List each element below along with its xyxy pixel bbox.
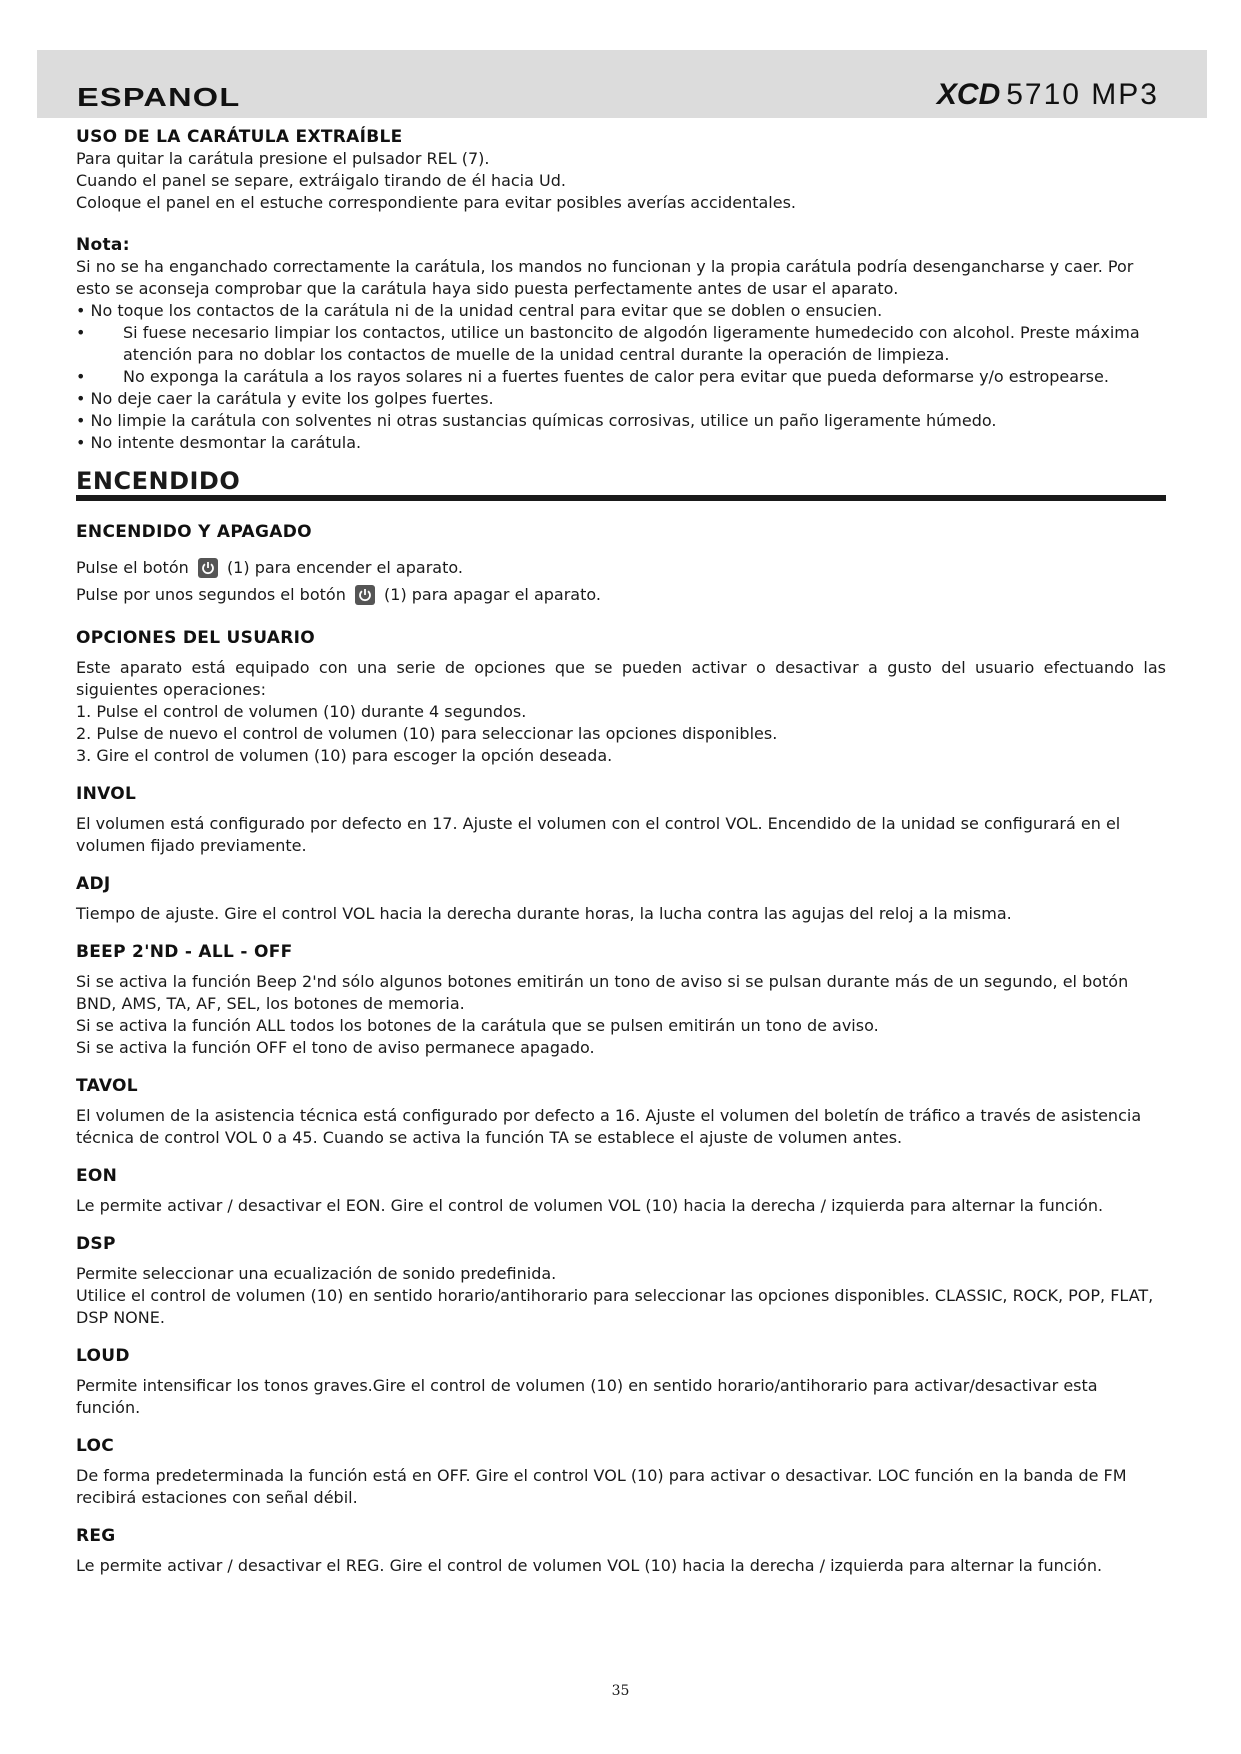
paragraph: Utilice el control de volumen (10) en sentido horario/antihorario para seleccionar las opciones disponibles. CLASSIC, ROCK, POP, FLAT, DSP NONE. (76, 1286, 1154, 1327)
paragraph: Tiempo de ajuste. Gire el control VOL hacia la derecha durante horas, la lucha contra las agujas del reloj a la misma. (76, 904, 1012, 923)
paragraph: Si se activa la función Beep 2'nd sólo algunos botones emitirán un tono de aviso si se pulsan durante más de un segundo, el botón BND, AMS, TA, AF, SEL, los botones de memoria. (76, 972, 1129, 1013)
power-on-text-before: Pulse el botón (76, 558, 189, 577)
bullet-item: • No deje caer la carátula y evite los golpes fuertes. (76, 389, 494, 408)
subsection-title-encendido-apagado: ENCENDIDO Y APAGADO (76, 522, 312, 542)
bullet-item: • No limpie la carátula con solventes ni otras sustancias químicas corrosivas, utilice un paño ligeramente húmedo. (76, 411, 997, 430)
paragraph: Coloque el panel en el estuche correspondiente para evitar posibles averías accidentales. (76, 193, 797, 212)
paragraph: Le permite activar / desactivar el EON. Gire el control de volumen VOL (10) hacia la derecha / izquierda para alternar la función. (76, 1196, 1104, 1215)
option-title-eon: EON (76, 1166, 118, 1186)
section-title-caratula: USO DE LA CARÁTULA EXTRAÍBLE (76, 127, 403, 147)
option-title-adj: ADJ (76, 874, 111, 894)
subsection-title-opciones: OPCIONES DEL USUARIO (76, 628, 315, 648)
bullet-item (76, 322, 1166, 366)
paragraph: Este aparato está equipado con una serie de opciones que se pueden activar o desactivar a gusto del usuario efectuando las siguientes operaciones: (76, 658, 1166, 699)
bullet-mark: • (76, 323, 86, 342)
note-text: Si no se ha enganchado correctamente la carátula, los mandos no funcionan y la propia carátula podría desengancharse y caer. Por esto se aconseja comprobar que la carátula haya sido puesta perfectamente antes de usar el aparato. (76, 257, 1134, 298)
power-icon (198, 558, 218, 578)
bullet-text: Si fuese necesario limpiar los contactos, utilice un bastoncito de algodón ligeramente humedecido con alcohol. Preste máxima atención para no doblar los contactos de muelle de la unidad central durante la operación de limpieza. (123, 323, 1140, 364)
option-title-tavol: TAVOL (76, 1076, 138, 1096)
bullet-mark: • (76, 367, 86, 386)
paragraph: Permite seleccionar una ecualización de sonido predefinida. (76, 1264, 557, 1283)
paragraph: El volumen de la asistencia técnica está configurado por defecto a 16. Ajuste el volumen del boletín de tráfico a través de asistencia técnica de control VOL 0 a 45. Cuando se activa la función TA se establece el ajuste de volumen antes. (76, 1106, 1142, 1147)
note-title: Nota: (76, 235, 130, 255)
paragraph: De forma predeterminada la función está en OFF. Gire el control VOL (10) para activar o desactivar. LOC función en la banda de FM recibirá estaciones con señal débil. (76, 1466, 1127, 1507)
paragraph: Si se activa la función OFF el tono de aviso permanece apagado. (76, 1038, 595, 1057)
bullet-item: • No toque los contactos de la carátula ni de la unidad central para evitar que se doblen o ensucien. (76, 301, 883, 320)
option-title-dsp: DSP (76, 1234, 116, 1254)
paragraph: Cuando el panel se separe, extráigalo tirando de él hacia Ud. (76, 171, 566, 190)
document-body (76, 126, 1166, 1577)
power-on-text-after: (1) para encender el aparato. (226, 558, 463, 577)
option-title-reg: REG (76, 1526, 116, 1546)
power-off-line (76, 581, 1166, 609)
power-off-text-before: Pulse por unos segundos el botón (76, 585, 346, 604)
step-item: 3. Gire el control de volumen (10) para escoger la opción deseada. (76, 746, 613, 765)
model-number: 5710 MP3 (1006, 78, 1159, 111)
page-number: 35 (611, 1683, 630, 1699)
paragraph: Si se activa la función ALL todos los botones de la carátula que se pulsen emitirán un tono de aviso. (76, 1016, 879, 1035)
page-header (37, 50, 1207, 118)
paragraph: Permite intensificar los tonos graves.Gire el control de volumen (10) en sentido horario/antihorario para activar/desactivar esta función. (76, 1376, 1098, 1417)
bullet-item: • No intente desmontar la carátula. (76, 433, 362, 452)
paragraph: Para quitar la carátula presione el pulsador REL (7). (76, 149, 490, 168)
option-title-loc: LOC (76, 1436, 115, 1456)
paragraph: Le permite activar / desactivar el REG. Gire el control de volumen VOL (10) hacia la derecha / izquierda para alternar la función. (76, 1556, 1103, 1575)
power-on-line (76, 555, 1166, 581)
paragraph: El volumen está configurado por defecto en 17. Ajuste el volumen con el control VOL. Encendido de la unidad se configurará en el volumen fijado previamente. (76, 814, 1121, 855)
bullet-item (76, 366, 1166, 388)
option-title-loud: LOUD (76, 1346, 130, 1366)
model-name (937, 78, 1159, 112)
power-icon (355, 585, 375, 605)
section-title-encendido: ENCENDIDO (76, 470, 1166, 501)
option-title-beep: BEEP 2'ND - ALL - OFF (76, 942, 293, 962)
model-brand: XCD (936, 78, 1001, 111)
option-title-invol: INVOL (76, 784, 137, 804)
step-item: 2. Pulse de nuevo el control de volumen (10) para seleccionar las opciones disponibles. (76, 724, 778, 743)
step-item: 1. Pulse el control de volumen (10) durante 4 segundos. (76, 702, 527, 721)
bullet-text: No exponga la carátula a los rayos solares ni a fuertes fuentes de calor pera evitar que pueda deformarse y/o estropearse. (123, 367, 1109, 386)
power-off-text-after: (1) para apagar el aparato. (384, 585, 601, 604)
language-label: ESPANOL (77, 82, 241, 112)
